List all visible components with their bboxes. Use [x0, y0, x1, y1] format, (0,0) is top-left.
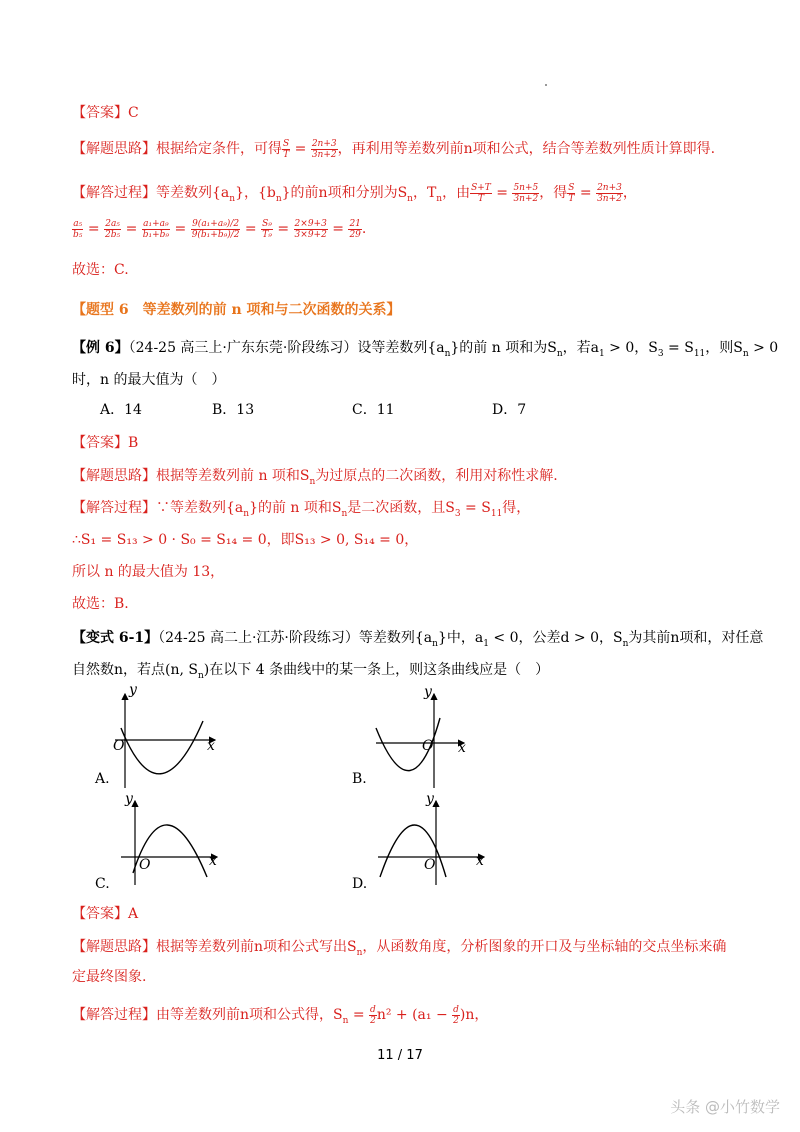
- fraction: [369, 1005, 377, 1026]
- answer-tag: 【答案】: [72, 906, 128, 922]
- example-tag: 【例 6】: [72, 340, 129, 356]
- solution-idea-3: 【解题思路】根据等差数列前n项和公式写出$S_n$，从函数角度，分析图象的开口及与坐标轴的交点坐标来确: [72, 939, 727, 958]
- option-b: B．13: [212, 402, 255, 418]
- frac-den: b₁+b₉: [142, 229, 170, 240]
- process-text: }，{b: [235, 185, 276, 201]
- graph-c-svg: [95, 795, 235, 885]
- fraction: [348, 219, 361, 240]
- equals: =: [491, 185, 513, 201]
- process-text: ，T: [412, 185, 437, 201]
- fraction: [596, 183, 623, 204]
- frac-num: d: [453, 1004, 459, 1015]
- frac-den: 2b₅: [105, 229, 121, 240]
- answer-line-1: [72, 102, 139, 124]
- solution-idea-1: [72, 138, 715, 160]
- process-text: = S: [460, 500, 491, 516]
- example-text: = S: [663, 340, 694, 356]
- x-label: x: [476, 853, 484, 869]
- frac-num: d: [370, 1004, 376, 1015]
- speck: [545, 84, 547, 86]
- example-text: ，则S: [705, 340, 743, 356]
- answer-value: A: [128, 906, 139, 922]
- example-6: 【例 6】（24-25 高三上·广东东莞·阶段练习）设等差数列$\{a_n\}$的前 n 项和为$S_n$，若$a_1 > 0$，$S_3 = S_{11}$，则$S_n > 0$: [72, 340, 779, 359]
- frac-den: 3n+2: [513, 193, 539, 204]
- y-label: y: [424, 684, 432, 700]
- example-text: > 0: [748, 340, 779, 356]
- frac-den: 2: [370, 1015, 376, 1026]
- frac-den: 29: [349, 229, 361, 240]
- period: .: [361, 221, 367, 237]
- idea-text: ，再利用等差数列前n项和公式，结合等差数列性质计算即得.: [337, 141, 716, 157]
- fraction: [512, 183, 539, 204]
- equals: =: [575, 185, 597, 201]
- process-text: }的前 n 项和S: [249, 500, 342, 516]
- x-label: x: [458, 740, 466, 756]
- process-text: 是二次函数，且S: [347, 500, 455, 516]
- variant-text: 为其前n项和，对任意: [628, 630, 764, 646]
- frac-num: 9(a₁+a₉)/2: [192, 218, 240, 229]
- y-label: y: [129, 682, 137, 698]
- solution-idea-3-line-2: 定最终图象.: [72, 969, 147, 985]
- frac-den: T: [283, 149, 290, 160]
- variant-tag: 【变式 6-1】: [72, 630, 159, 646]
- solution-process-1: 【解答过程】等差数列$\{a_n\}$，$\{b_n\}$的前n项和分别为$S_n$，$T_n$，由 $\frac{S+T}{T}$ = $\frac{5n+5}{3n+2}$ ，得 $\frac{S}{T}$ = $\frac{2n+3}{3n+2}$ ，: [72, 182, 637, 204]
- frac-den: 9(b₁+b₉)/2: [191, 229, 240, 240]
- x-label: x: [207, 738, 215, 754]
- solution-process-1-line-2: [72, 218, 366, 240]
- fraction: [142, 219, 170, 240]
- frac-den: 3n+2: [597, 193, 622, 204]
- answer-tag: 【答案】: [72, 105, 128, 121]
- frac-num: 21: [349, 218, 361, 229]
- solution-process-2: 【解答过程】∵等差数列$\{a_n\}$的前 n 项和$S_n$是二次函数，且$S_3 = S_{11}$得，: [72, 500, 531, 519]
- frac-num: S: [568, 182, 575, 193]
- origin-label: O: [113, 738, 125, 754]
- answer-line-3: [72, 903, 138, 925]
- variant-text: < 0，公差d > 0，S: [488, 630, 623, 646]
- variant-text: }中，a: [437, 630, 484, 646]
- origin-label: O: [139, 857, 151, 873]
- option-d: D．7: [492, 402, 527, 418]
- answer-line-2: [72, 432, 138, 454]
- idea-tag: 【解题思路】: [72, 939, 156, 955]
- frac-num: a₁+a₉: [143, 218, 169, 229]
- graph-c: [95, 791, 235, 885]
- parabola: [121, 721, 203, 774]
- graph-d-label: D.: [352, 876, 368, 892]
- example-text: }的前 n 项和为S: [450, 340, 557, 356]
- frac-num: S: [283, 138, 290, 149]
- idea-text: 根据给定条件，可得: [156, 141, 282, 157]
- option-a: A．14: [100, 402, 142, 418]
- idea-tag: 【解题思路】: [72, 141, 156, 157]
- process-tag: 【解答过程】: [72, 1007, 156, 1023]
- option-c: C．11: [352, 402, 395, 418]
- fraction: [282, 139, 290, 160]
- process-text: 等差数列{a: [156, 185, 230, 201]
- process-text: ∵等差数列{a: [156, 500, 244, 516]
- idea-text: 根据等差数列前 n 项和S: [156, 468, 310, 484]
- graph-c-label: C.: [95, 876, 110, 892]
- equals: =: [83, 221, 105, 237]
- equals: =: [121, 221, 142, 237]
- example-text: ，若a: [562, 340, 599, 356]
- frac-den: b₅: [73, 229, 83, 240]
- fraction: [191, 219, 241, 240]
- solution-idea-2: 【解题思路】根据等差数列前 n 项和$S_n$为过原点的二次函数，利用对称性求解.: [72, 468, 558, 487]
- frac-den: T: [568, 193, 575, 204]
- frac-den: T: [477, 193, 484, 204]
- fraction: [261, 219, 273, 240]
- process-text: ，得: [539, 185, 568, 201]
- choice-line-1: 故选：C.: [72, 262, 129, 278]
- equals: =: [240, 221, 262, 237]
- origin-label: O: [422, 738, 434, 754]
- process-text: }的前n项和分别为S: [281, 185, 408, 201]
- fraction: [294, 219, 328, 240]
- graph-d: [372, 791, 492, 885]
- frac-den: T₉: [262, 229, 272, 240]
- idea-text: ，从函数角度，分析图象的开口及与坐标轴的交点坐标来确: [362, 939, 727, 955]
- frac-num: 5n+5: [513, 182, 539, 193]
- choice-line-2: 故选：B.: [72, 596, 129, 612]
- graph-b: [372, 684, 482, 788]
- frac-num: S+T: [471, 182, 491, 193]
- frac-num: a₅: [73, 218, 83, 229]
- equals: =: [290, 141, 311, 157]
- process-tag: 【解答过程】: [72, 500, 156, 516]
- watermark: 头条 @小竹数学: [670, 1098, 780, 1116]
- fraction: [104, 219, 121, 240]
- equals: =: [327, 221, 349, 237]
- process-text: ，由: [442, 185, 471, 201]
- equals: =: [272, 221, 294, 237]
- equals: =: [170, 221, 191, 237]
- solution-process-2-line-2: ∴S₁ = S₁₃ > 0 · S₀ = S₁₄ = 0，即S₁₃ > 0, S₁₄ = 0，: [72, 532, 419, 548]
- variant-6-1: 【变式 6-1】（24-25 高二上·江苏·阶段练习）等差数列$\{a_n\}$中，$a_1 < 0$，公差d > 0，$S_n$为其前n项和，对任意: [72, 630, 764, 649]
- page-number: 11 / 17: [377, 1048, 423, 1063]
- frac-den: 3×9+2: [294, 229, 327, 240]
- graph-b-label: B.: [352, 771, 367, 787]
- fraction: [470, 183, 492, 204]
- idea-text: 根据等差数列前n项和公式写出S: [156, 939, 357, 955]
- example-text: > 0，S: [604, 340, 658, 356]
- variant-text: （24-25 高二上·江苏·阶段练习）等差数列{a: [158, 630, 433, 646]
- example-6-line-2: 时，n 的最大值为（ ）: [72, 372, 226, 388]
- fraction: [452, 1005, 460, 1026]
- origin-label: O: [424, 857, 436, 873]
- solution-process-2-line-3: 所以 n 的最大值为 13，: [72, 564, 225, 580]
- answer-tag: 【答案】: [72, 435, 128, 451]
- frac-num: S₉: [262, 218, 272, 229]
- y-label: y: [125, 791, 133, 807]
- equals: =: [348, 1007, 370, 1023]
- variant-text: )在以下 4 条曲线中的某一条上，则这条曲线应是（ ）: [203, 662, 550, 678]
- frac-num: 2×9+3: [294, 218, 327, 229]
- process-text: n² + (a₁ −: [376, 1007, 453, 1023]
- answer-value: C: [128, 105, 139, 121]
- variant-text: 自然数n，若点(n, S: [72, 662, 198, 678]
- frac-num: 2n+3: [311, 138, 337, 149]
- answer-value: B: [128, 435, 139, 451]
- idea-tag: 【解题思路】: [72, 468, 156, 484]
- y-label: y: [426, 791, 434, 807]
- frac-num: 2n+3: [597, 182, 622, 193]
- frac-num: 2a₅: [105, 218, 120, 229]
- process-text: )n，: [459, 1007, 489, 1023]
- process-text: ，: [622, 185, 637, 201]
- section-title: 【题型 6 等差数列的前 n 项和与二次函数的关系】: [72, 302, 401, 318]
- frac-den: 3n+2: [311, 149, 337, 160]
- graph-a-label: A.: [95, 771, 110, 787]
- example-text: （24-25 高三上·广东东莞·阶段练习）设等差数列{a: [128, 340, 445, 356]
- process-text: 由等差数列前n项和公式得，S: [156, 1007, 343, 1023]
- solution-process-3: 【解答过程】由等差数列前n项和公式得，$S_n$ = $\frac{d}{2}$ n² + (a₁ − $\frac{d}{2}$ )n，: [72, 1004, 489, 1026]
- fraction: [311, 139, 338, 160]
- variant-6-1-line-2: 自然数n，若点(n, $S_n$)在以下 4 条曲线中的某一条上，则这条曲线应是（ ）: [72, 662, 550, 681]
- fraction: [72, 219, 83, 240]
- process-text: 得，: [502, 500, 531, 516]
- process-tag: 【解答过程】: [72, 185, 156, 201]
- x-label: x: [209, 853, 217, 869]
- frac-den: 2: [453, 1015, 459, 1026]
- idea-text: 为过原点的二次函数，利用对称性求解.: [315, 468, 558, 484]
- graph-a: [95, 682, 235, 788]
